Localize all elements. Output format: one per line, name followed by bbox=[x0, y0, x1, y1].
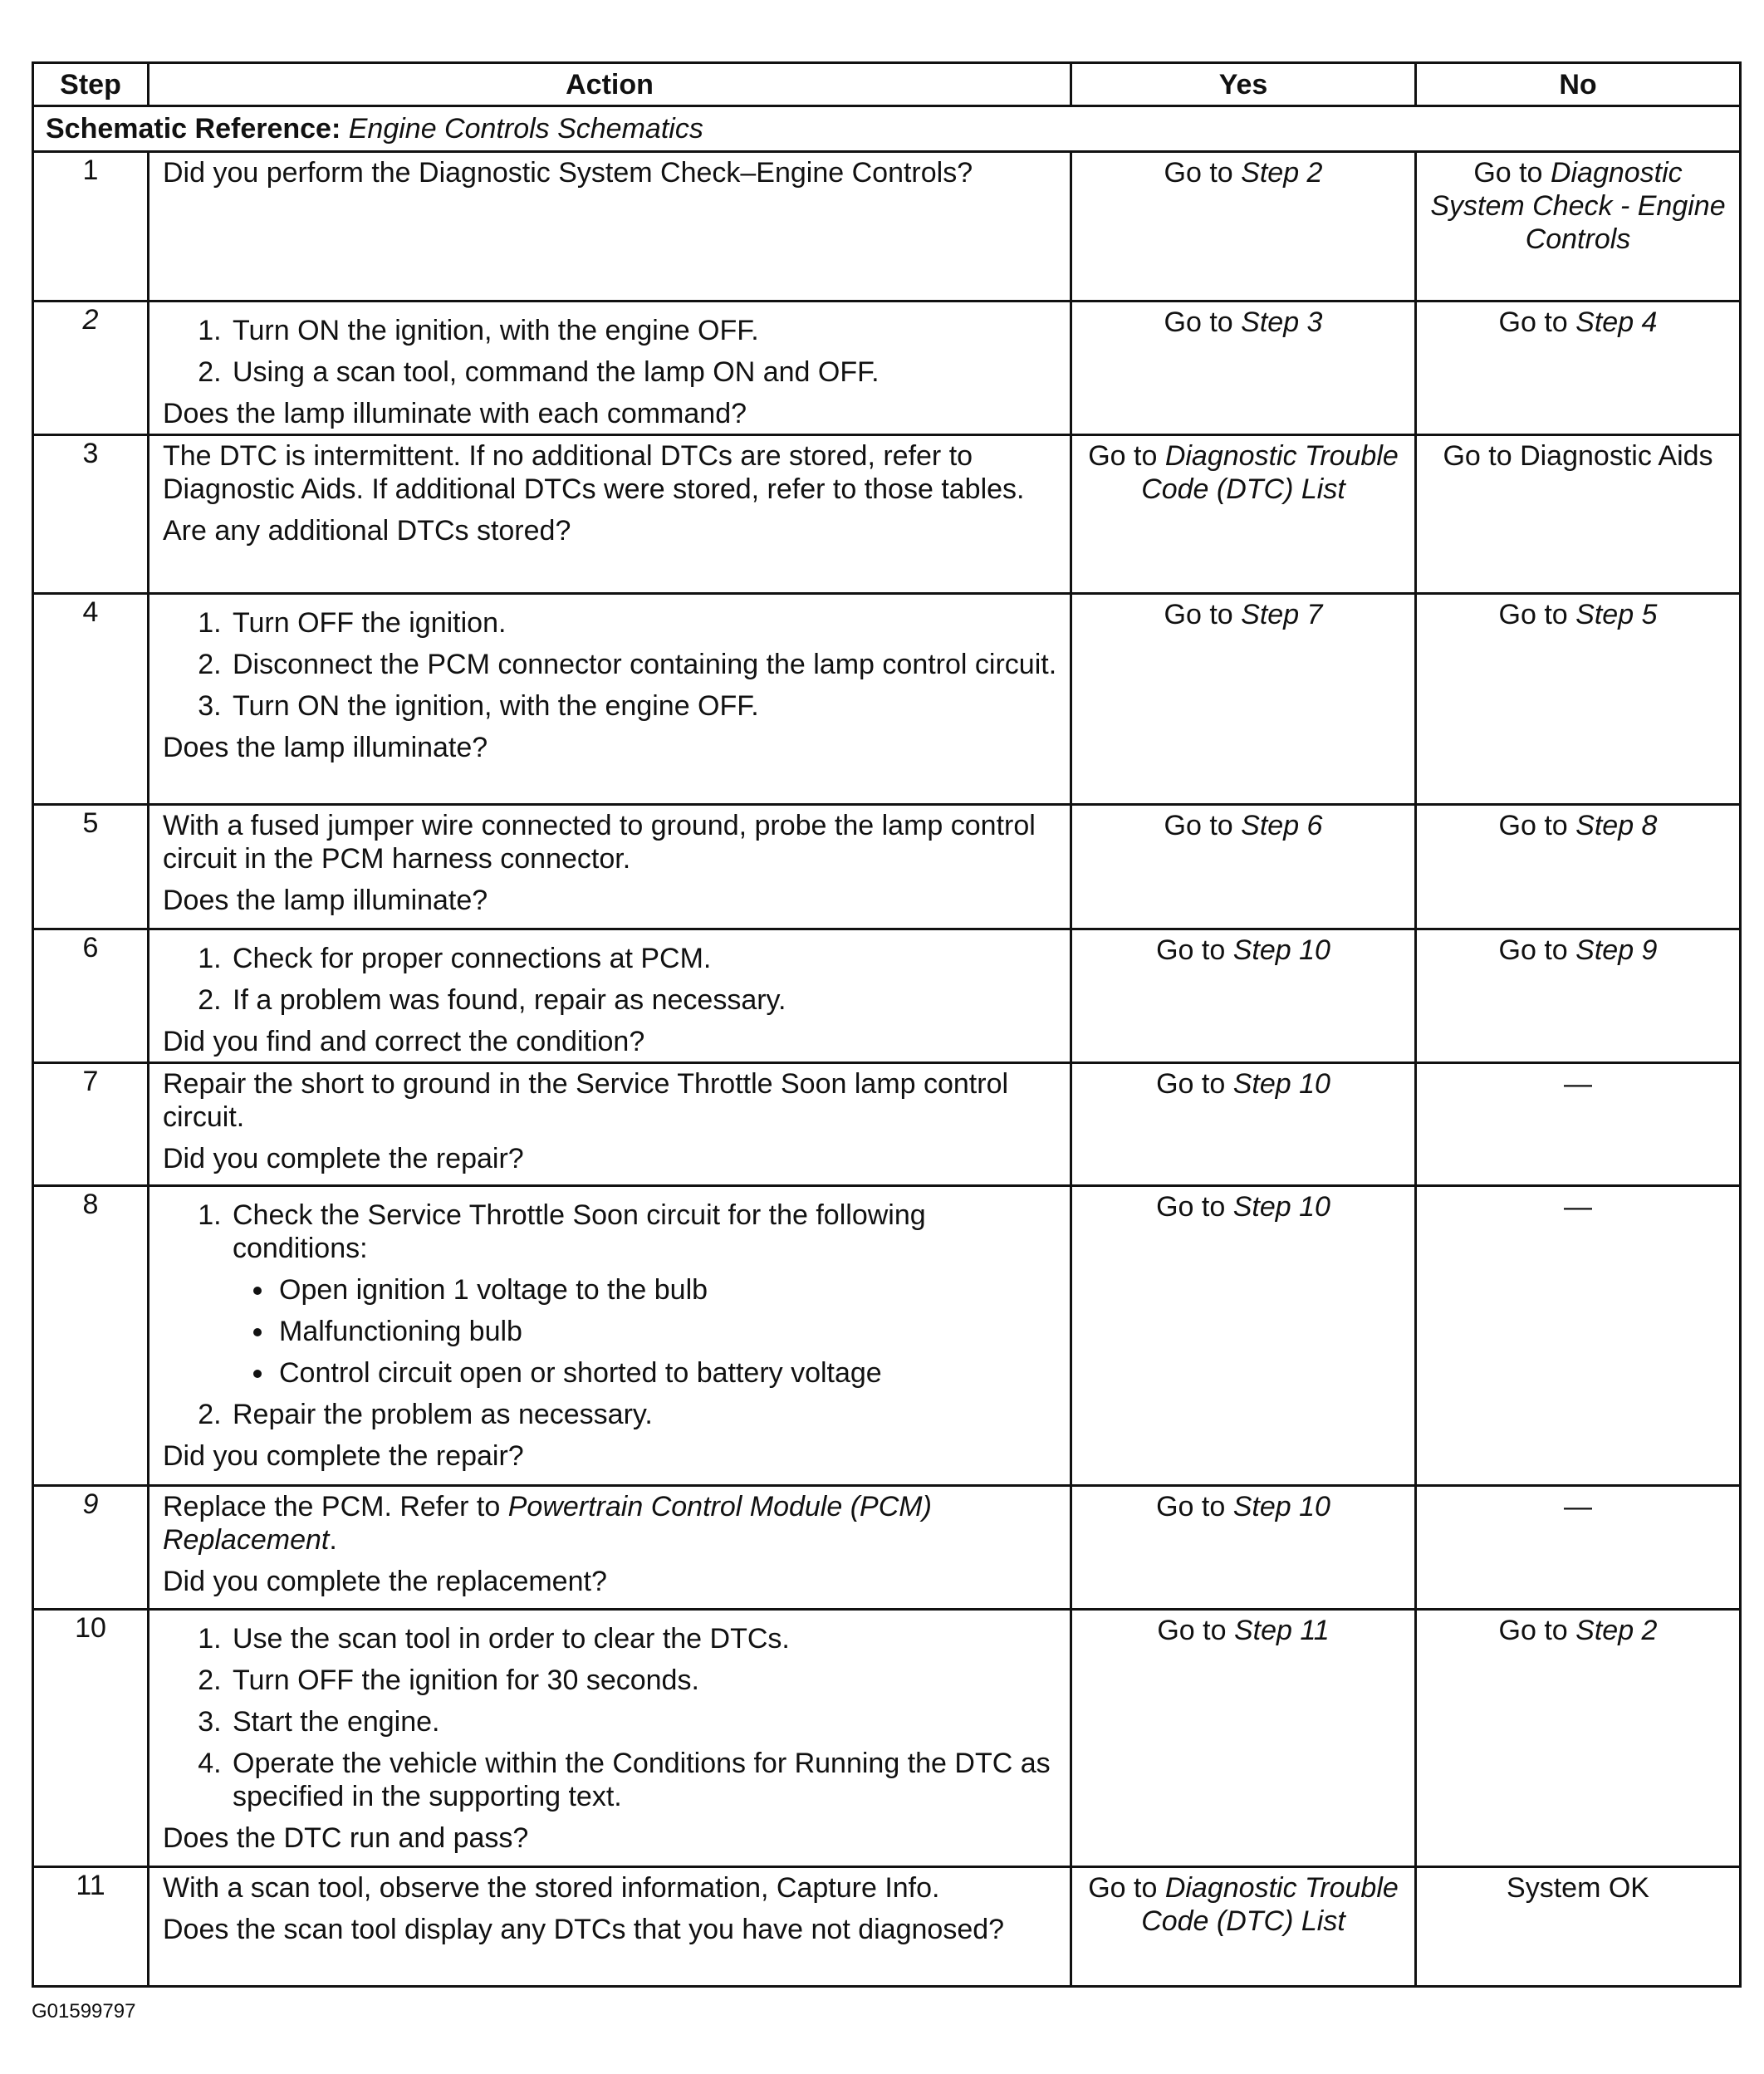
action-cell bbox=[149, 929, 1071, 1063]
condition-item: • Open ignition 1 voltage to the bulb bbox=[276, 1273, 1058, 1307]
go-to-text: Go to bbox=[1498, 934, 1568, 966]
action-question: Does the lamp illuminate? bbox=[163, 732, 488, 763]
action-step: 3. Turn ON the ignition, with the engine OFF. bbox=[229, 689, 1058, 723]
header-step: Step bbox=[33, 63, 149, 106]
yes-step-link[interactable]: Step 6 bbox=[1241, 810, 1323, 841]
go-to-text: Go to bbox=[1498, 810, 1568, 841]
go-to-text: Go to bbox=[1156, 1491, 1226, 1522]
no-cell bbox=[1416, 1610, 1741, 1867]
header-action: Action bbox=[149, 63, 1071, 106]
schematic-reference bbox=[33, 106, 1741, 152]
no-cell bbox=[1416, 594, 1741, 805]
go-to-text: Go to bbox=[1498, 306, 1568, 338]
action-steps bbox=[163, 1199, 1058, 1431]
yes-step-link[interactable]: Step 2 bbox=[1241, 157, 1323, 189]
no-text: — bbox=[1564, 1191, 1592, 1223]
step-number: 11 bbox=[33, 1867, 149, 1987]
step-number: 3 bbox=[33, 435, 149, 594]
no-step-link[interactable]: Step 4 bbox=[1575, 306, 1658, 338]
action-question: Did you perform the Diagnostic System Check–Engine Controls? bbox=[163, 157, 973, 189]
header-no: No bbox=[1416, 63, 1741, 106]
table-row bbox=[33, 1610, 1741, 1867]
no-step-link[interactable]: Step 8 bbox=[1575, 810, 1658, 841]
yes-step-link[interactable]: Step 3 bbox=[1241, 306, 1323, 338]
action-question: Does the lamp illuminate? bbox=[163, 885, 488, 916]
no-cell bbox=[1416, 1186, 1741, 1486]
action-cell bbox=[149, 1186, 1071, 1486]
action-question: Does the DTC run and pass? bbox=[163, 1822, 529, 1854]
action-cell bbox=[149, 1486, 1071, 1610]
action-cell bbox=[149, 594, 1071, 805]
table-row bbox=[33, 594, 1741, 805]
action-steps bbox=[163, 606, 1058, 723]
action-step: 1. Turn OFF the ignition. bbox=[229, 606, 1058, 640]
action-cell bbox=[149, 805, 1071, 929]
step-number: 8 bbox=[33, 1186, 149, 1486]
action-step: 2. If a problem was found, repair as necessary. bbox=[229, 983, 1058, 1017]
yes-cell bbox=[1071, 1486, 1416, 1610]
action-cell bbox=[149, 302, 1071, 435]
table-row bbox=[33, 1867, 1741, 1987]
go-to-text: Go to bbox=[1156, 1068, 1226, 1100]
yes-step-link[interactable]: Diagnostic Trouble Code (DTC) List bbox=[1141, 1872, 1399, 1937]
action-step: 1. Check for proper connections at PCM. bbox=[229, 942, 1058, 975]
go-to-text: Go to bbox=[1157, 1615, 1227, 1646]
action-question: Did you complete the replacement? bbox=[163, 1566, 607, 1597]
diagnostic-table bbox=[32, 61, 1742, 1988]
go-to-text: Go to bbox=[1164, 599, 1233, 630]
action-question: Does the lamp illuminate with each command? bbox=[163, 398, 747, 429]
table-row bbox=[33, 1186, 1741, 1486]
yes-cell bbox=[1071, 302, 1416, 435]
go-to-text: Go to bbox=[1164, 306, 1233, 338]
yes-cell bbox=[1071, 1063, 1416, 1186]
no-step-link[interactable]: Step 5 bbox=[1575, 599, 1658, 630]
action-step: 1. Turn ON the ignition, with the engine OFF. bbox=[229, 314, 1058, 347]
figure-id: G01599797 bbox=[32, 2000, 136, 2023]
schematic-link[interactable]: Engine Controls Schematics bbox=[348, 113, 703, 145]
header-row bbox=[33, 63, 1741, 106]
no-text: — bbox=[1564, 1068, 1592, 1100]
go-to-text: Go to bbox=[1164, 157, 1233, 189]
action-cell bbox=[149, 1063, 1071, 1186]
action-text: Repair the short to ground in the Service Throttle Soon lamp control circuit. bbox=[163, 1068, 1009, 1133]
action-question: Did you complete the repair? bbox=[163, 1440, 524, 1472]
action-question: Did you complete the repair? bbox=[163, 1143, 524, 1174]
no-cell bbox=[1416, 1063, 1741, 1186]
go-to-text: Go to bbox=[1156, 934, 1226, 966]
go-to-text: Go to bbox=[1498, 1615, 1568, 1646]
action-question: Are any additional DTCs stored? bbox=[163, 515, 571, 547]
no-step-link[interactable]: Step 2 bbox=[1575, 1615, 1658, 1646]
yes-step-link[interactable]: Diagnostic Trouble Code (DTC) List bbox=[1141, 440, 1399, 505]
table-row bbox=[33, 435, 1741, 594]
no-step-link[interactable]: Diagnostic System Check - Engine Controls bbox=[1430, 157, 1726, 255]
action-step-text: Check the Service Throttle Soon circuit for the following conditions: bbox=[233, 1199, 926, 1264]
action-step bbox=[229, 1199, 1058, 1390]
condition-item: • Control circuit open or shorted to battery voltage bbox=[276, 1356, 1058, 1390]
no-cell bbox=[1416, 805, 1741, 929]
no-cell bbox=[1416, 302, 1741, 435]
schematic-row bbox=[33, 106, 1741, 152]
go-to-text: Go to bbox=[1088, 1872, 1158, 1904]
action-text: With a scan tool, observe the stored information, Capture Info. bbox=[163, 1872, 940, 1904]
yes-step-link[interactable]: Step 7 bbox=[1241, 599, 1323, 630]
header-yes: Yes bbox=[1071, 63, 1416, 106]
no-cell bbox=[1416, 1867, 1741, 1987]
action-text: With a fused jumper wire connected to ground, probe the lamp control circuit in the PCM harness connector. bbox=[163, 810, 1036, 875]
action-cell bbox=[149, 152, 1071, 302]
step-number: 1 bbox=[33, 152, 149, 302]
action-step: 2. Disconnect the PCM connector containing the lamp control circuit. bbox=[229, 648, 1058, 681]
action-steps bbox=[163, 942, 1058, 1017]
yes-step-link[interactable]: Step 11 bbox=[1233, 1615, 1330, 1646]
yes-cell bbox=[1071, 929, 1416, 1063]
yes-cell bbox=[1071, 152, 1416, 302]
action-cell bbox=[149, 1867, 1071, 1987]
action-question: Does the scan tool display any DTCs that you have not diagnosed? bbox=[163, 1914, 1005, 1945]
no-text: System OK bbox=[1507, 1872, 1649, 1904]
schematic-label: Schematic Reference: bbox=[46, 113, 341, 145]
action-step: 1. Use the scan tool in order to clear the DTCs. bbox=[229, 1622, 1058, 1655]
action-step: 2. Turn OFF the ignition for 30 seconds. bbox=[229, 1664, 1058, 1697]
yes-step-link[interactable]: Step 10 bbox=[1232, 1491, 1330, 1522]
action-step: 3. Start the engine. bbox=[229, 1705, 1058, 1738]
no-cell bbox=[1416, 435, 1741, 594]
step-number: 10 bbox=[33, 1610, 149, 1867]
table-row bbox=[33, 152, 1741, 302]
no-text: — bbox=[1564, 1491, 1592, 1522]
yes-step-link[interactable]: Step 10 bbox=[1232, 934, 1330, 966]
table-row bbox=[33, 929, 1741, 1063]
step-number: 4 bbox=[33, 594, 149, 805]
action-steps bbox=[163, 1622, 1058, 1813]
action-question: Did you find and correct the condition? bbox=[163, 1026, 645, 1057]
go-to-text: Go to bbox=[1498, 599, 1568, 630]
action-step: 4. Operate the vehicle within the Conditions for Running the DTC as specified in the supporting text. bbox=[229, 1747, 1058, 1813]
no-cell bbox=[1416, 1486, 1741, 1610]
action-steps bbox=[163, 314, 1058, 389]
action-step: 2. Using a scan tool, command the lamp ON and OFF. bbox=[229, 355, 1058, 389]
action-text: The DTC is intermittent. If no additional DTCs are stored, refer to Diagnostic Aids. If additional DTCs were stored, refer to those tables. bbox=[163, 440, 1025, 505]
step-number: 7 bbox=[33, 1063, 149, 1186]
table-row bbox=[33, 1063, 1741, 1186]
yes-cell bbox=[1071, 805, 1416, 929]
yes-cell bbox=[1071, 1186, 1416, 1486]
go-to-text: Go to bbox=[1156, 1191, 1226, 1223]
step-number: 5 bbox=[33, 805, 149, 929]
yes-cell bbox=[1071, 1610, 1416, 1867]
action-text: Replace the PCM. Refer to Powertrain Control Module (PCM) Replacement. bbox=[163, 1491, 932, 1556]
no-step-link[interactable]: Step 9 bbox=[1575, 934, 1658, 966]
step-number: 9 bbox=[33, 1486, 149, 1610]
table-row bbox=[33, 805, 1741, 929]
condition-list bbox=[233, 1273, 1058, 1390]
go-to-text: Go to bbox=[1473, 157, 1543, 189]
table-row bbox=[33, 302, 1741, 435]
step-number: 2 bbox=[33, 302, 149, 435]
step-number: 6 bbox=[33, 929, 149, 1063]
no-cell bbox=[1416, 929, 1741, 1063]
go-to-text: Go to bbox=[1088, 440, 1158, 472]
no-text[interactable]: Go to Diagnostic Aids bbox=[1443, 440, 1713, 472]
go-to-text: Go to bbox=[1164, 810, 1233, 841]
action-text-pre: Replace the PCM. Refer to bbox=[163, 1491, 501, 1522]
action-cell bbox=[149, 435, 1071, 594]
action-cell bbox=[149, 1610, 1071, 1867]
yes-cell bbox=[1071, 594, 1416, 805]
action-step: 2. Repair the problem as necessary. bbox=[229, 1398, 1058, 1431]
no-cell bbox=[1416, 152, 1741, 302]
yes-cell bbox=[1071, 435, 1416, 594]
yes-step-link[interactable]: Step 10 bbox=[1232, 1191, 1330, 1223]
condition-item: • Malfunctioning bulb bbox=[276, 1315, 1058, 1348]
yes-step-link[interactable]: Step 10 bbox=[1232, 1068, 1330, 1100]
yes-cell bbox=[1071, 1867, 1416, 1987]
table-row bbox=[33, 1486, 1741, 1610]
pcm-replacement-link[interactable]: Powertrain Control Module (PCM) Replacement bbox=[163, 1491, 932, 1556]
